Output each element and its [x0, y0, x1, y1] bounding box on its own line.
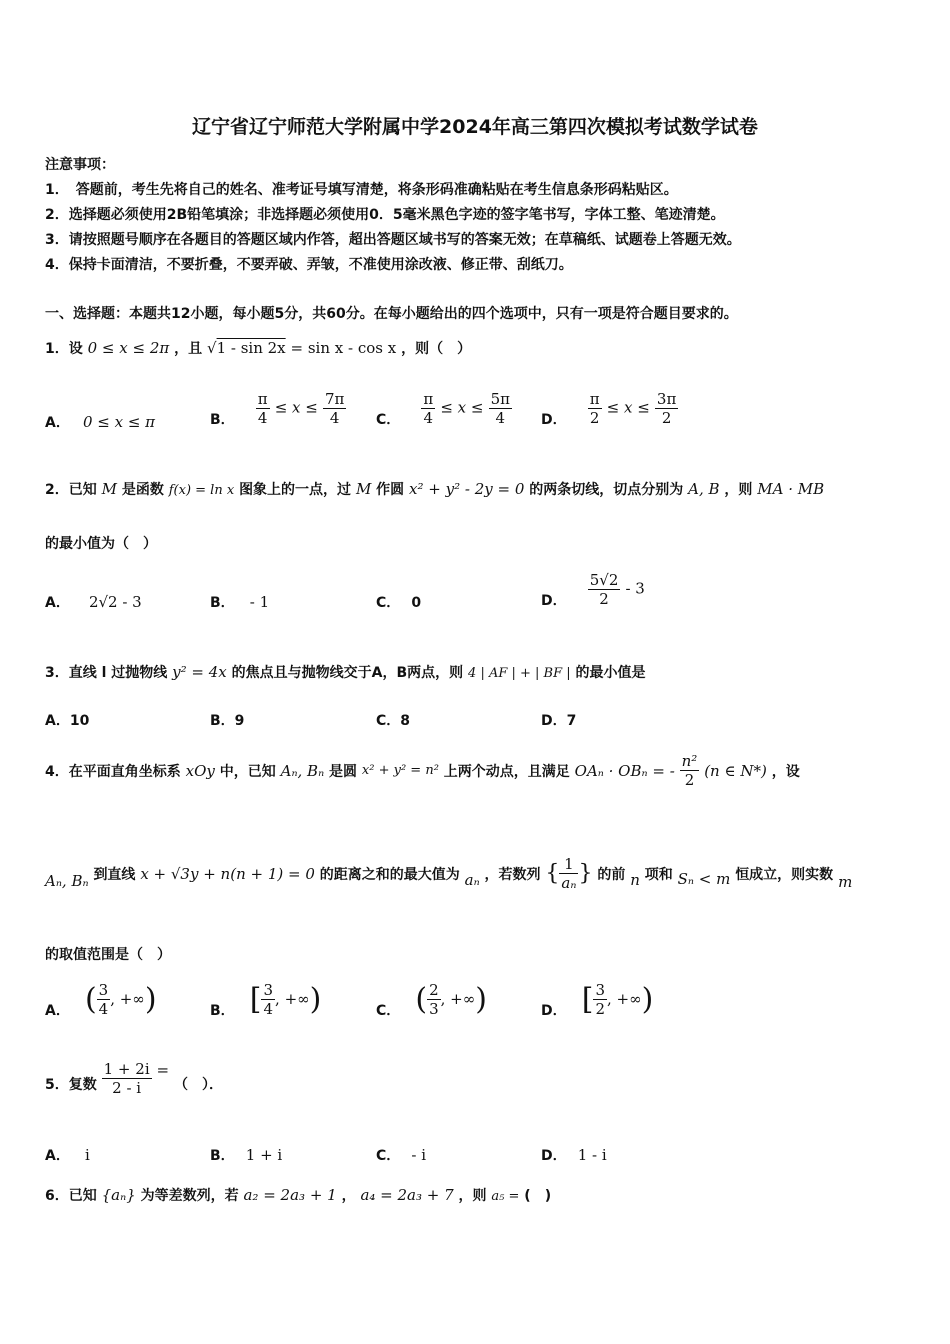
- section-heading: 一、选择题：本题共12小题，每小题5分，共60分。在每小题给出的四个选项中，只有一项是符合题目要求的。: [45, 306, 738, 322]
- parabola-equation: y² = 4x: [172, 663, 227, 681]
- question-5: [45, 1060, 223, 1097]
- variable: m: [838, 872, 853, 891]
- option-label: D．: [541, 1148, 567, 1164]
- text: ( ): [524, 1188, 552, 1204]
- sqrt-expression: √1 - sin 2x: [207, 339, 286, 357]
- text: 恒成立，则实数: [735, 866, 834, 883]
- target-term: a₅ =: [491, 1189, 520, 1204]
- condition: (n ∈ N*): [704, 761, 767, 780]
- option-5a[interactable]: [45, 1145, 90, 1165]
- question-3: [45, 662, 646, 682]
- dot-product: OAₙ · OBₙ = -: [574, 761, 675, 780]
- option-value: 0: [411, 595, 422, 611]
- option-1a[interactable]: [45, 412, 155, 432]
- expression: 4 | AF | + | BF |: [468, 666, 571, 681]
- option-label: A．: [45, 415, 70, 431]
- notice-heading: 注意事项：: [45, 157, 115, 173]
- text: ，则: [458, 1188, 487, 1204]
- question-number: 2．已知: [45, 482, 97, 498]
- question-number: 4．在平面直角坐标系: [45, 763, 181, 780]
- text: ，则（ ）: [401, 341, 472, 357]
- point-label: M: [101, 480, 117, 498]
- fraction: $\frac{\pi}{4}$: [423, 389, 434, 427]
- text: ，若数列: [484, 866, 541, 883]
- option-2b[interactable]: [210, 592, 269, 612]
- text: 中，已知: [219, 763, 276, 780]
- option-2a[interactable]: [45, 592, 142, 612]
- circle-equation: x² + y² = n²: [361, 763, 439, 778]
- option-3b[interactable]: [210, 710, 244, 730]
- notice-item: 4．保持卡面清洁，不要折叠，不要弄破、弄皱，不准使用涂改液、修正带、刮纸刀。: [45, 257, 573, 273]
- notice-item: 1． 答题前，考生先将自己的姓名、准考证号填写清楚，将条形码准确粘贴在考生信息条形码粘贴区。: [45, 182, 678, 198]
- question-1: [45, 338, 471, 358]
- question-2: [45, 479, 824, 499]
- fraction: $\frac{\text{n²}}{2}$: [681, 752, 698, 789]
- option-value-rest: , +∞: [110, 990, 145, 1008]
- option-label: C．: [376, 595, 401, 611]
- function-expression: f(x) = ln x: [168, 483, 235, 498]
- option-1b[interactable]: [210, 387, 346, 429]
- option-value-rest: , +∞: [275, 990, 310, 1008]
- option-label: B．: [210, 713, 235, 729]
- fraction: $\frac{1}{\text{aₙ}}$: [561, 855, 577, 892]
- option-label: C．: [376, 412, 401, 428]
- fraction: $\frac{\pi}{2}$: [589, 389, 600, 427]
- question-number: 1．设: [45, 341, 83, 357]
- option-5c[interactable]: [376, 1145, 426, 1165]
- option-label: A．: [45, 713, 70, 729]
- equation: a₂ = 2a₃ + 1: [243, 1186, 337, 1204]
- option-value: 9: [234, 713, 245, 729]
- option-value: i: [84, 1146, 90, 1164]
- option-label: B．: [210, 412, 235, 428]
- option-value: 1 - i: [577, 1146, 607, 1164]
- brace-left: {: [545, 861, 560, 886]
- option-1d[interactable]: [541, 387, 678, 429]
- option-relation: ≤ x ≤: [274, 398, 318, 417]
- fraction: $\frac{3}{4}$: [263, 980, 274, 1018]
- option-2d[interactable]: [541, 568, 645, 610]
- notice-item: 2．选择题必须使用2B铅笔填涂；非选择题必须使用0．5毫米黑色字迹的签字笔书写，字体工整、笔迹清楚。: [45, 207, 725, 223]
- text: 是函数: [121, 482, 164, 498]
- option-label: B．: [210, 1148, 235, 1164]
- option-label: D．: [541, 412, 567, 428]
- option-label: C．: [376, 713, 401, 729]
- option-label: C．: [376, 1003, 401, 1019]
- fraction: $\frac{\pi}{4}$: [257, 389, 268, 427]
- question-number: 6．已知: [45, 1188, 97, 1204]
- option-value: 10: [69, 713, 90, 729]
- points: Aₙ, Bₙ: [45, 871, 89, 890]
- option-value-rest: , +∞: [440, 990, 476, 1008]
- bracket: ): [309, 981, 322, 1017]
- text: 作圆: [376, 482, 405, 498]
- text: 为等差数列，若: [140, 1188, 239, 1204]
- option-label: A．: [45, 1148, 70, 1164]
- option-value: 0 ≤ x ≤ π: [82, 413, 156, 431]
- text: ，则: [724, 482, 753, 498]
- option-2c[interactable]: [376, 592, 421, 612]
- fraction: $\frac{5√2}{2}$: [589, 570, 619, 608]
- fraction: $\frac{1 + 2i}{2 - i}$: [103, 1060, 150, 1097]
- option-4c[interactable]: [376, 978, 487, 1020]
- text: 到直线: [93, 866, 136, 883]
- fraction: $\frac{3}{2}$: [595, 980, 605, 1018]
- point-labels: A, B: [688, 480, 720, 498]
- option-value-rest: , +∞: [606, 990, 642, 1008]
- question-number: 3．直线 l 过抛物线: [45, 665, 168, 681]
- option-label: D．: [541, 593, 567, 609]
- option-value: 8: [400, 713, 411, 729]
- text: ，且: [174, 341, 203, 357]
- bracket: (: [84, 981, 97, 1017]
- question-6: [45, 1185, 551, 1205]
- text: ，: [341, 1188, 356, 1204]
- sequence: {aₙ}: [101, 1186, 136, 1204]
- bracket: ): [475, 981, 487, 1017]
- notice-item: 3．请按照题号顺序在各题目的答题区域内作答，超出答题区域书写的答案无效；在草稿纸、试题卷上答题无效。: [45, 232, 741, 248]
- inequality: Sₙ < m: [677, 869, 731, 888]
- equals: =: [156, 1060, 170, 1079]
- question-4: [45, 752, 800, 789]
- text: 的焦点且与抛物线交于A，B两点，则: [231, 665, 464, 681]
- text: 是圆: [329, 763, 358, 780]
- text: ，设: [771, 763, 800, 780]
- point-label: M: [355, 480, 372, 498]
- equation: a₄ = 2a₃ + 7: [360, 1186, 454, 1204]
- text: 的距离之和的最大值为: [319, 866, 460, 883]
- option-4d[interactable]: [541, 978, 653, 1020]
- bracket: ): [144, 981, 157, 1017]
- points: Aₙ, Bₙ: [280, 761, 325, 780]
- option-value: - 1: [249, 593, 270, 611]
- option-value: 7: [566, 713, 577, 729]
- page-title: 辽宁省辽宁师范大学附属中学2024年高三第四次模拟考试数学试卷: [192, 116, 758, 138]
- option-label: A．: [45, 595, 70, 611]
- fraction: $\frac{2}{3}$: [429, 980, 439, 1018]
- option-1c[interactable]: [376, 387, 512, 429]
- bracket: [: [249, 981, 262, 1017]
- bracket: (: [415, 981, 428, 1017]
- text: 的前: [597, 866, 626, 883]
- text: 项和: [644, 866, 673, 883]
- text: 的两条切线，切点分别为: [529, 482, 684, 498]
- text: 的最小值是: [575, 665, 646, 681]
- option-label: B．: [210, 1003, 235, 1019]
- option-relation: ≤ x ≤: [440, 398, 484, 417]
- option-4a[interactable]: [45, 978, 157, 1020]
- option-value: 1 + i: [245, 1146, 283, 1164]
- option-value: - i: [411, 1146, 427, 1164]
- option-label: A．: [45, 1003, 70, 1019]
- question-4-line3: 的取值范围是（ ）: [45, 947, 171, 963]
- bracket: ): [641, 981, 654, 1017]
- option-label: D．: [541, 1003, 567, 1019]
- option-value-rest: - 3: [625, 579, 645, 598]
- option-3a[interactable]: [45, 710, 89, 730]
- option-3d[interactable]: [541, 710, 576, 730]
- fraction: $\frac{3}{4}$: [98, 980, 109, 1018]
- term: aₙ: [464, 870, 480, 889]
- brace-right: }: [578, 861, 593, 886]
- option-label: D．: [541, 713, 567, 729]
- question-number: 5．复数: [45, 1076, 97, 1093]
- fraction: $\frac{3\pi}{2}$: [656, 389, 677, 427]
- option-label: B．: [210, 595, 235, 611]
- variable: n: [630, 870, 640, 889]
- text: （ ）．: [173, 1076, 223, 1093]
- option-5b[interactable]: [210, 1145, 282, 1165]
- circle-equation: x² + y² - 2y = 0: [409, 480, 525, 498]
- option-5d[interactable]: [541, 1145, 607, 1165]
- line-equation: x + √3y + n(n + 1) = 0: [140, 864, 315, 883]
- fraction: $\frac{7\pi}{4}$: [324, 389, 345, 427]
- option-relation: ≤ x ≤: [606, 398, 650, 417]
- bracket: [: [581, 981, 594, 1017]
- option-value: 2√2 - 3: [88, 593, 142, 611]
- option-label: C．: [376, 1148, 401, 1164]
- radicand: 1 - sin 2x: [216, 339, 286, 357]
- text: 上两个动点，且满足: [443, 763, 570, 780]
- fraction: $\frac{5\pi}{4}$: [490, 389, 510, 427]
- dot-product: MA · MB: [757, 480, 825, 498]
- condition-range: 0 ≤ x ≤ 2π: [87, 339, 170, 357]
- coordinate-system: xOy: [185, 761, 215, 780]
- option-3c[interactable]: [376, 710, 410, 730]
- question-2-line2: 的最小值为（ ）: [45, 536, 157, 552]
- question-4-line2: [45, 855, 852, 892]
- text: 图象上的一点，过: [239, 482, 352, 498]
- option-4b[interactable]: [210, 978, 321, 1020]
- equation-rest: = sin x - cos x: [290, 339, 397, 357]
